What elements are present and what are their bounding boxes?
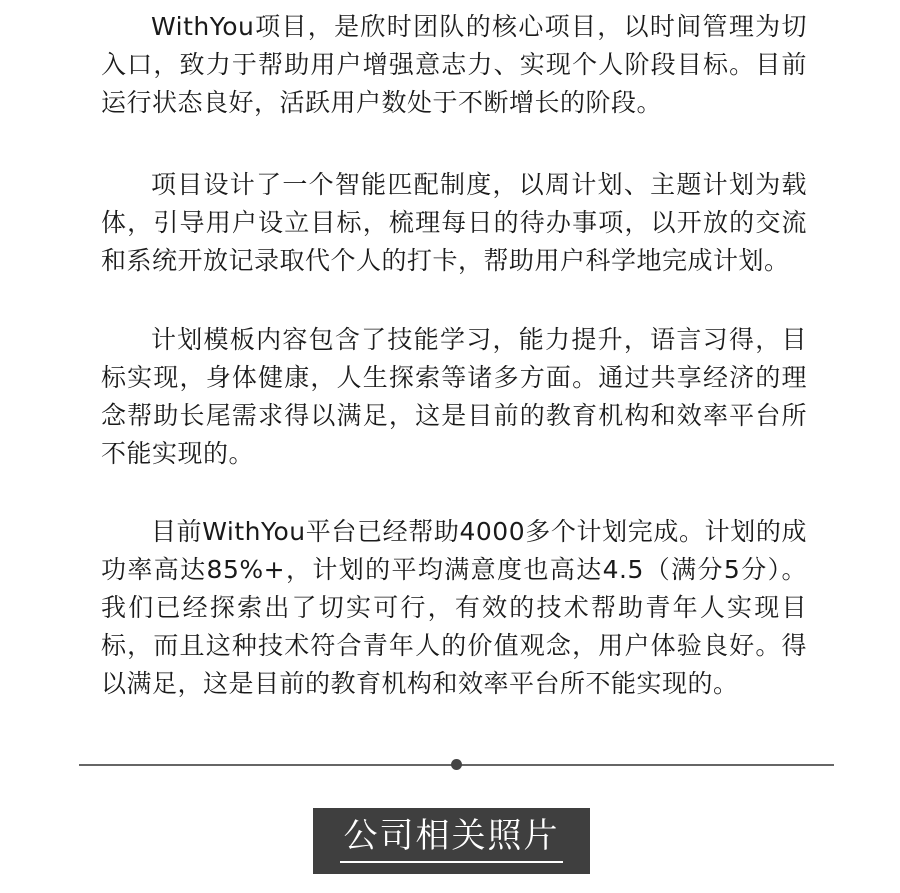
section-title: 公司相关照片 [343,816,560,856]
paragraph-project-intro: WithYou项目，是欣时团队的核心项目，以时间管理为切入口，致力于帮助用户增强意志力、实现个人阶段目标。目前运行状态良好，活跃用户数处于不断增长的阶段。 [101,12,807,117]
section-title-underline [340,861,563,863]
paragraph-project-design: 项目设计了一个智能匹配制度，以周计划、主题计划为载体，引导用户设立目标，梳理每日的待办事项，以开放的交流和系统开放记录取代个人的打卡，帮助用户科学地完成计划。 [101,170,807,275]
divider-dot [451,759,462,770]
paragraph-platform-results: 目前WithYou平台已经帮助4000多个计划完成。计划的成功率高达85%+，计划的平均满意度也高达4.5（满分5分）。我们已经探索出了切实可行，有效的技术帮助青年人实现目标，而且这种技术符合青年人的价值观念，用户体验良好。得以满足，这是目前的教育机构和效率平台所不能实现的。 [101,517,807,698]
paragraph-plan-templates: 计划模板内容包含了技能学习，能力提升，语言习得，目标实现，身体健康，人生探索等诸多方面。通过共享经济的理念帮助长尾需求得以满足，这是目前的教育机构和效率平台所不能实现的。 [101,325,807,468]
section-title-banner [313,808,590,874]
